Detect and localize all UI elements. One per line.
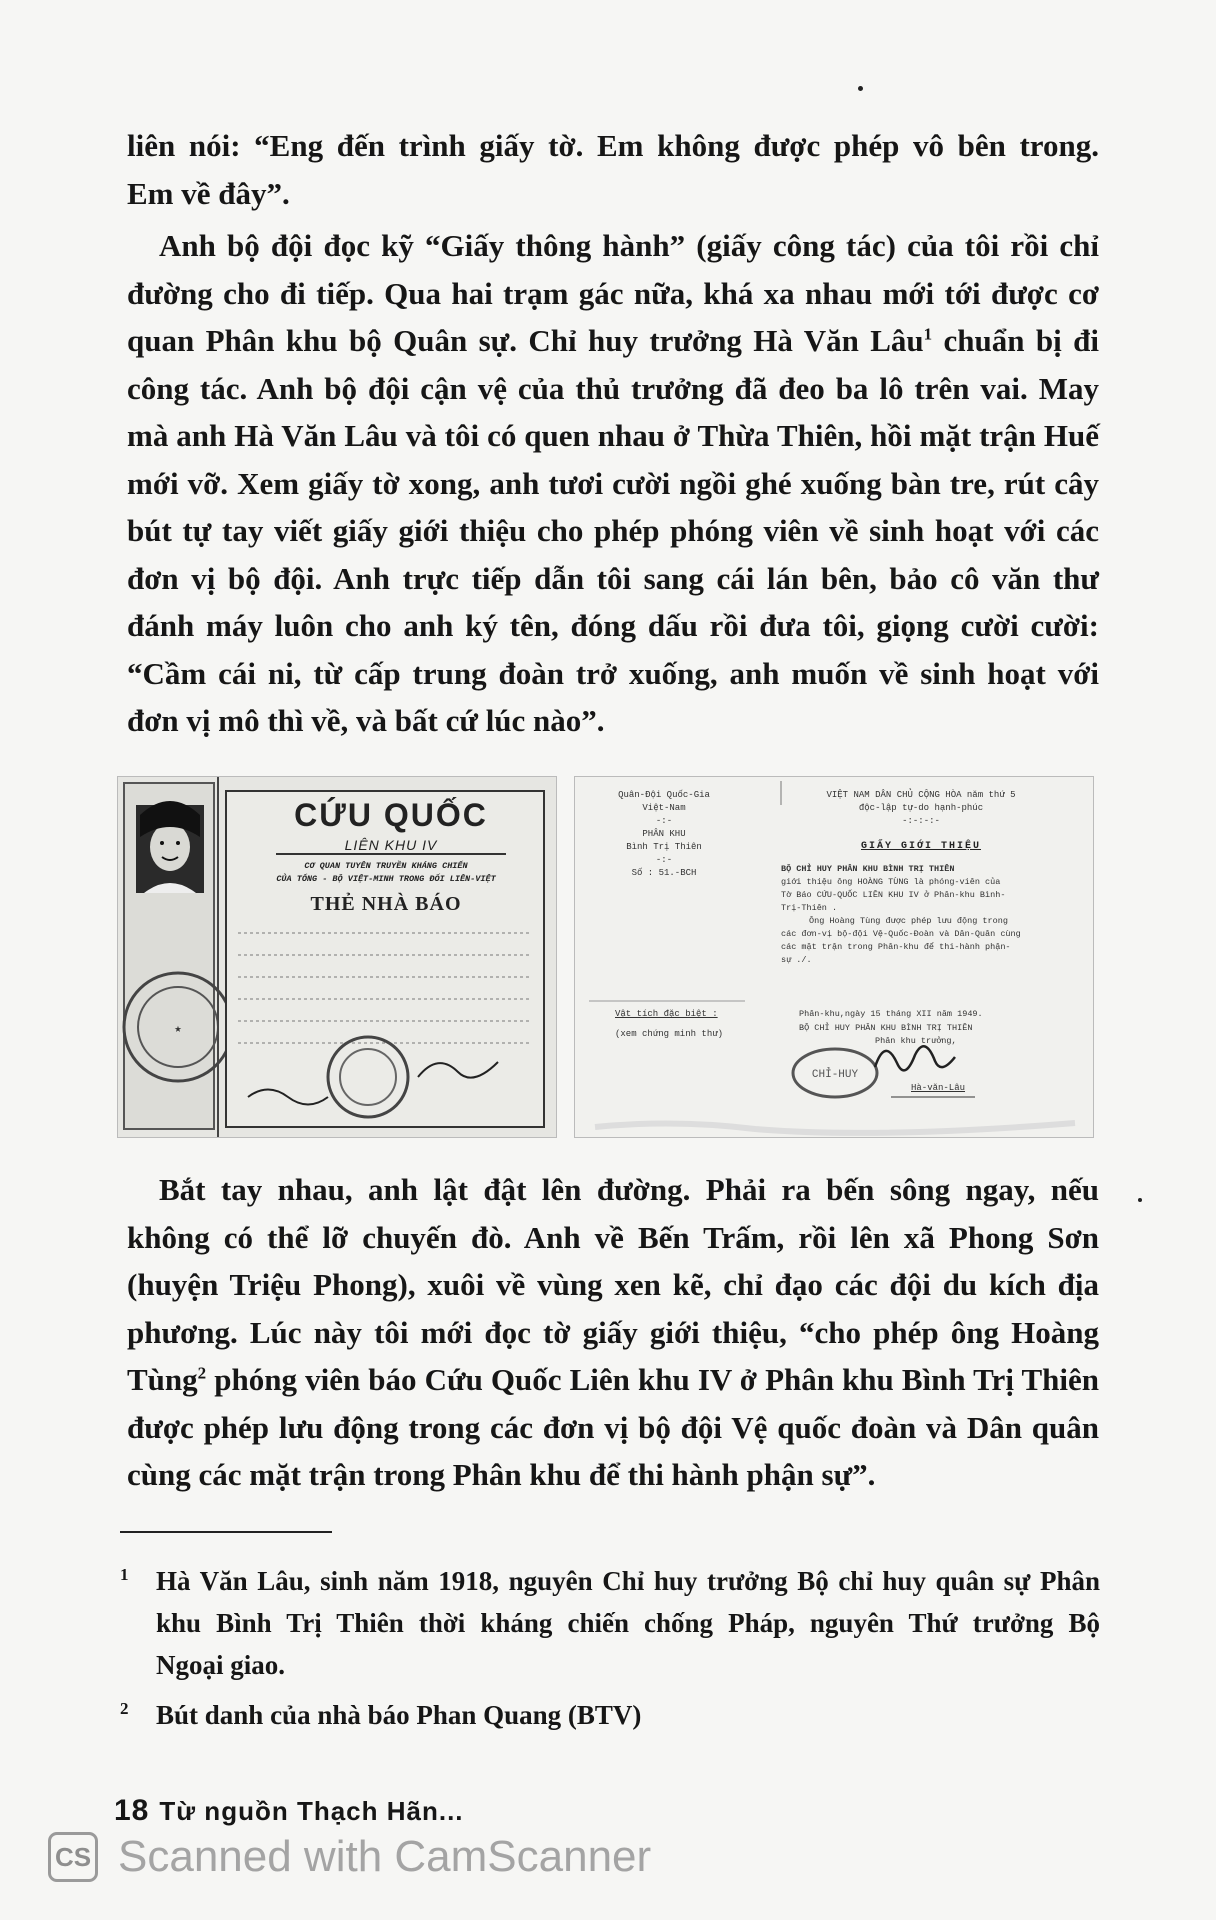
letter-left-header-line: -:- <box>655 855 673 865</box>
text-line: mới vỡ. Xem giấy tờ xong, anh tươi cười ngồi ghé xuống bàn tre, rút cây <box>127 465 1099 501</box>
text-line: Anh bộ đội đọc kỹ “Giấy thông hành” (giấy công tác) của tôi rồi chỉ <box>159 228 1099 263</box>
letter-right-header-line: -:-:-:- <box>902 816 940 826</box>
camscanner-logo-icon: CS <box>48 1832 98 1882</box>
scanner-watermark <box>48 1826 748 1888</box>
footnote-text <box>156 1560 1100 1686</box>
letter-body-line: Tờ Báo CỨU-QUỐC LIÊN KHU IV ở Phân-khu Bình- <box>781 890 1006 900</box>
book-title: Từ nguồn Thạch Hãn... <box>159 1796 464 1826</box>
letter-left-header-line: PHÂN KHU <box>642 829 686 839</box>
page-number: 18 <box>114 1794 150 1827</box>
letter-date: Phân-khu,ngày 15 tháng XII năm 1949. <box>799 1009 983 1019</box>
letter-left-header-line: Bình Trị Thiên <box>626 842 702 852</box>
text-segment: phóng viên báo Cứu Quốc Liên khu IV ở Phân khu Bình Trị Thiên <box>206 1362 1099 1397</box>
paragraph-1 <box>127 122 1099 217</box>
speck-mark <box>1138 1198 1142 1202</box>
letter-body-line: Ông Hoàng Tùng được phép lưu động trong <box>809 916 1008 926</box>
letter-stamp-signature <box>575 777 1093 1137</box>
text-line: Em về đây”. <box>127 175 290 211</box>
letter-left-header-line: Quân-Đội Quốc-Gia <box>618 790 710 800</box>
text-line <box>127 317 1099 365</box>
letter-note-value: (xem chứng minh thư) <box>615 1029 724 1039</box>
footnote-line: Bút danh của nhà báo Phan Quang (BTV) <box>156 1700 642 1730</box>
footnote-number: 2 <box>120 1699 129 1718</box>
letter-body-line: Trị-Thiên . <box>781 903 838 913</box>
text-segment: chuẩn bị đi <box>932 323 1099 358</box>
letter-signer-title: Phân khu trưởng, <box>875 1036 957 1046</box>
text-segment: Tùng <box>127 1362 198 1397</box>
letter-right-header-line: VIỆT NAM DÂN CHỦ CỘNG HÒA năm thứ 5 <box>826 790 1016 800</box>
svg-text:CHỈ-HUY: CHỈ-HUY <box>811 1069 859 1081</box>
running-footer <box>114 1794 464 1828</box>
letter-note-label: Vật tích đặc biệt : <box>615 1009 718 1019</box>
text-line: cùng các mặt trận trong Phân khu để thi hành phận sự”. <box>127 1457 876 1492</box>
press-card-image <box>117 776 557 1138</box>
text-line: bút tự tay viết giấy giới thiệu cho phép phóng viên về sinh hoạt với các <box>127 513 1099 548</box>
footnote-1 <box>120 1560 1100 1686</box>
text-line <box>127 1356 1099 1404</box>
footnote-ref-2[interactable]: 2 <box>197 1363 207 1383</box>
letter-title: GIẤY GIỚI THIỆU <box>860 841 981 852</box>
footnote-ref-1[interactable]: 1 <box>923 324 933 344</box>
text-line: Bắt tay nhau, anh lật đật lên đường. Phải ra bến sông ngay, nếu <box>159 1172 1099 1207</box>
text-line: công tác. Anh bộ đội cận vệ của thủ trưởng đã đeo ba lô trên vai. May <box>127 370 1099 406</box>
footnote-line: Hà Văn Lâu, sinh năm 1918, nguyên Chỉ huy trưởng Bộ chỉ huy quân sự Phân <box>156 1566 1100 1596</box>
text-line: đánh máy luôn cho anh ký tên, đóng dấu rồi đưa tôi, giọng cười cười: <box>127 608 1099 643</box>
letter-signer-office: BỘ CHỈ HUY PHÂN KHU BÌNH TRỊ THIÊN <box>799 1023 973 1033</box>
footnote-line: khu Bình Trị Thiên thời kháng chiến chống Pháp, nguyên Thứ trưởng Bộ <box>156 1608 1100 1638</box>
letter-body-line: các mặt trận trong Phân-khu để thi-hành phận- <box>781 942 1011 952</box>
speck-mark <box>858 86 863 91</box>
letter-body-line: BỘ CHỈ HUY PHÂN KHU BÌNH TRỊ THIÊN <box>781 864 955 874</box>
text-line: không có thể lỡ chuyến đò. Anh về Bến Trấm, rồi lên xã Phong Sơn <box>127 1219 1099 1255</box>
text-line: đơn vị mô thì về, và bất cứ lúc nào”. <box>127 703 605 738</box>
text-line: phương. Lúc này tôi mới đọc tờ giấy giới thiệu, “cho phép ông Hoàng <box>127 1314 1099 1350</box>
card-region: LIÊN KHU IV <box>276 837 506 855</box>
watermark-text: Scanned with CamScanner <box>118 1832 652 1881</box>
text-line: liên nói: “Eng đến trình giấy tờ. Em không được phép vô bên trong. <box>127 128 1099 163</box>
letter-right-header-line: độc-lập tự-do hạnh-phúc <box>858 803 984 813</box>
text-line: đơn vị bộ đội. Anh trực tiếp dẫn tôi sang cái lán bên, bảo cô văn thư <box>127 560 1099 596</box>
text-line: (huyện Triệu Phong), xuôi về vùng xen kẽ, chỉ đạo các đội du kích địa <box>127 1267 1099 1302</box>
footnote-text <box>156 1694 1100 1736</box>
card-title: THẺ NHÀ BÁO <box>310 893 462 915</box>
letter-left-header-line: Việt-Nam <box>642 803 686 813</box>
letter-body-line: sự ./. <box>781 955 812 965</box>
text-line: “Cầm cái ni, từ cấp trung đoàn trở xuống, anh muốn về sinh hoạt với <box>127 655 1099 691</box>
paragraph-2 <box>127 222 1099 745</box>
paragraph-3 <box>127 1166 1099 1499</box>
footnote-2 <box>120 1694 1100 1736</box>
card-subtitle-2: CỦA TỔNG - BỘ VIỆT-MINH TRONG ĐỐI LIÊN-VIỆT <box>276 874 496 884</box>
letter-signer-name: Hà-văn-Lâu <box>911 1083 966 1093</box>
footnote-divider <box>120 1531 332 1533</box>
letter-body-line: giới thiệu ông HOÀNG TÙNG là phóng-viên của <box>781 877 1001 887</box>
letter-left-header-line: Số : 51.-BCH <box>631 868 697 878</box>
text-segment: quan Phân khu bộ Quân sự. Chỉ huy trưởng Hà Văn Lâu <box>127 323 924 358</box>
introduction-letter-image <box>574 776 1094 1138</box>
letter-left-header-line: -:- <box>655 816 673 826</box>
letter-body-line: các đơn-vị bộ-đội Vệ-Quốc-Đoàn và Dân-Quân cùng <box>781 929 1021 939</box>
text-line: đường cho đi tiếp. Qua hai trạm gác nữa, khá xa nhau mới tới được cơ <box>127 275 1099 311</box>
svg-text:★: ★ <box>174 1022 182 1036</box>
footnote-number: 1 <box>120 1565 129 1584</box>
footnote-line: Ngoại giao. <box>156 1650 286 1680</box>
card-subtitle-1: CƠ QUAN TUYÊN TRUYỀN KHÁNG CHIẾN <box>304 861 468 871</box>
text-line: được phép lưu động trong các đơn vị bộ đội Vệ quốc đoàn và Dân quân <box>127 1409 1099 1445</box>
card-header: CỨU QUỐC <box>294 797 488 833</box>
text-line: mà anh Hà Văn Lâu và tôi có quen nhau ở Thừa Thiên, hồi mặt trận Huế <box>127 418 1099 453</box>
